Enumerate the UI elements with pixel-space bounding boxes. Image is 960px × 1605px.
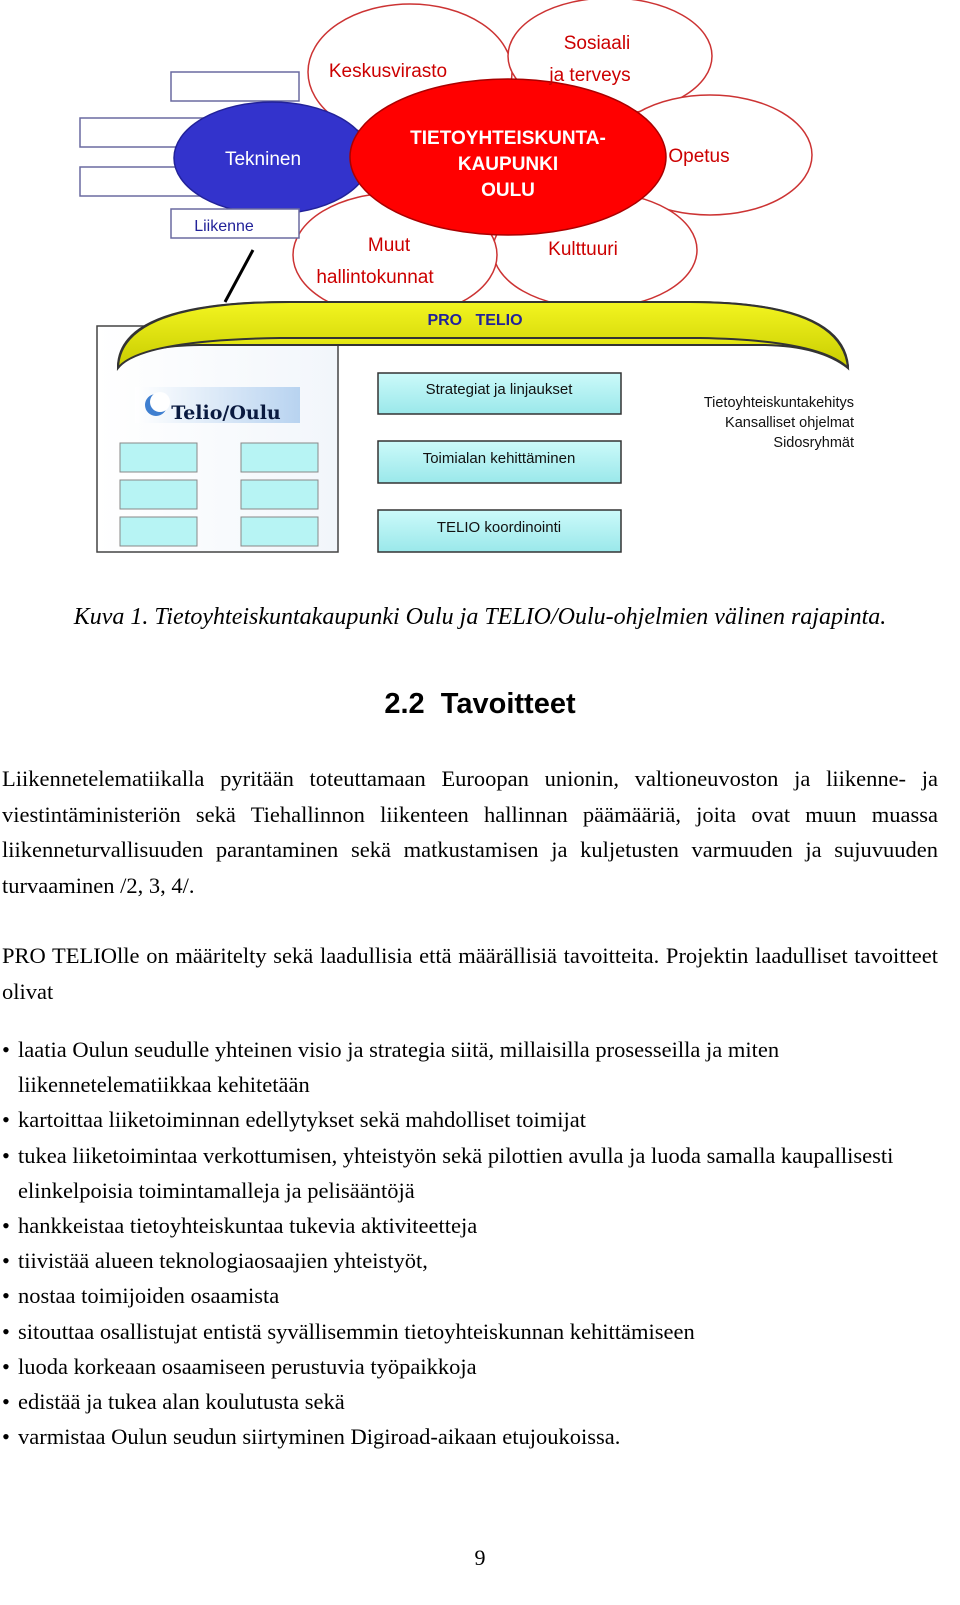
goals-list (2, 1032, 938, 1454)
list-item: • tiivistää alueen teknologiaosaajien yhteistyöt, (2, 1243, 938, 1278)
liikenne-connector (225, 250, 253, 302)
list-item: • varmistaa Oulun seudun siirtyminen Digiroad-aikaan etujoukoissa. (2, 1419, 938, 1454)
label-center-2: KAUPUNKI (457, 154, 559, 175)
small-box (120, 443, 197, 472)
page-number: 9 (474, 1545, 486, 1570)
label-sosiaali-1: Sosiaali (563, 33, 631, 54)
list-item: • laatia Oulun seudulle yhteinen visio ja strategia siitä, millaisilla prosesseilla ja miten liikennetelematiikkaa kehitetään (2, 1032, 938, 1102)
paragraph-1: Liikennetelematiikalla pyritään toteuttamaan Euroopan unionin, valtioneuvoston ja liikenne- ja viestintäministeriön sekä Tiehallinnon liikenteen hallinnan päämääriä, joita ovat muun muassa liikenneturvallisuuden parantaminen sekä matkustamisen ja kuljetusten varmuuden ja sujuvuuden turvaaminen /2, 3, 4/. (2, 766, 938, 898)
logo-text: Telio/Oulu (171, 402, 281, 424)
label-liikenne: Liikenne (194, 218, 254, 235)
list-item: • nostaa toimijoiden osaamista (2, 1278, 938, 1313)
note-kansalliset: Kansalliset ohjelmat (725, 415, 854, 431)
section-heading: 2.2 Tavoitteet (384, 688, 576, 720)
list-item: • hankkeistaa tietoyhteiskuntaa tukevia aktiviteetteja (2, 1208, 938, 1243)
label-center-1: TIETOYHTEISKUNTA- (410, 128, 606, 149)
small-box (120, 480, 197, 509)
figure-caption: Kuva 1. Tietoyhteiskuntakaupunki Oulu ja TELIO/Oulu-ohjelmien välinen rajapinta. (73, 604, 887, 630)
list-item: • sitouttaa osallistujat entistä syvällisemmin tietoyhteiskunnan kehittämiseen (2, 1314, 938, 1349)
label-center-3: OULU (481, 180, 535, 201)
note-tietoyhteiskuntakehitys: Tietoyhteiskuntakehitys (703, 395, 854, 411)
interface-diagram (0, 0, 960, 580)
list-item: • luoda korkeaan osaamiseen perustuvia työpaikkoja (2, 1349, 938, 1384)
label-muut-2: hallintokunnat (316, 267, 434, 288)
paragraph-2: PRO TELIOlle on määritelty sekä laadullisia että määrällisiä tavoitteita. Projektin laadulliset tavoitteet olivat (2, 943, 938, 1004)
label-kulttuuri: Kulttuuri (548, 239, 618, 260)
label-tekninen: Tekninen (224, 149, 302, 170)
small-box (241, 480, 318, 509)
note-sidosryhmat: Sidosryhmät (773, 435, 854, 451)
label-keskusvirasto: Keskusvirasto (328, 61, 448, 82)
label-koordinointi: TELIO koordinointi (436, 519, 562, 536)
list-item: • tukea liiketoimintaa verkottumisen, yhteistyön sekä pilottien avulla ja luoda samalla kaupallisesti elinkelpoisia toimintamalleja ja pelisääntöjä (2, 1138, 938, 1208)
label-sosiaali-2: ja terveys (549, 65, 631, 86)
label-toimiala: Toimialan kehittäminen (422, 450, 576, 467)
small-box (120, 517, 197, 546)
outline-box (171, 72, 299, 101)
list-item: • edistää ja tukea alan koulutusta sekä (2, 1384, 938, 1419)
list-item: • kartoittaa liiketoiminnan edellytykset sekä mahdolliset toimijat (2, 1102, 938, 1137)
small-box (241, 517, 318, 546)
small-box (241, 443, 318, 472)
label-opetus: Opetus (668, 146, 730, 167)
label-pro-telio: PRO TELIO (427, 312, 523, 329)
label-strategiat: Strategiat ja linjaukset (425, 381, 573, 398)
label-muut-1: Muut (367, 235, 411, 256)
